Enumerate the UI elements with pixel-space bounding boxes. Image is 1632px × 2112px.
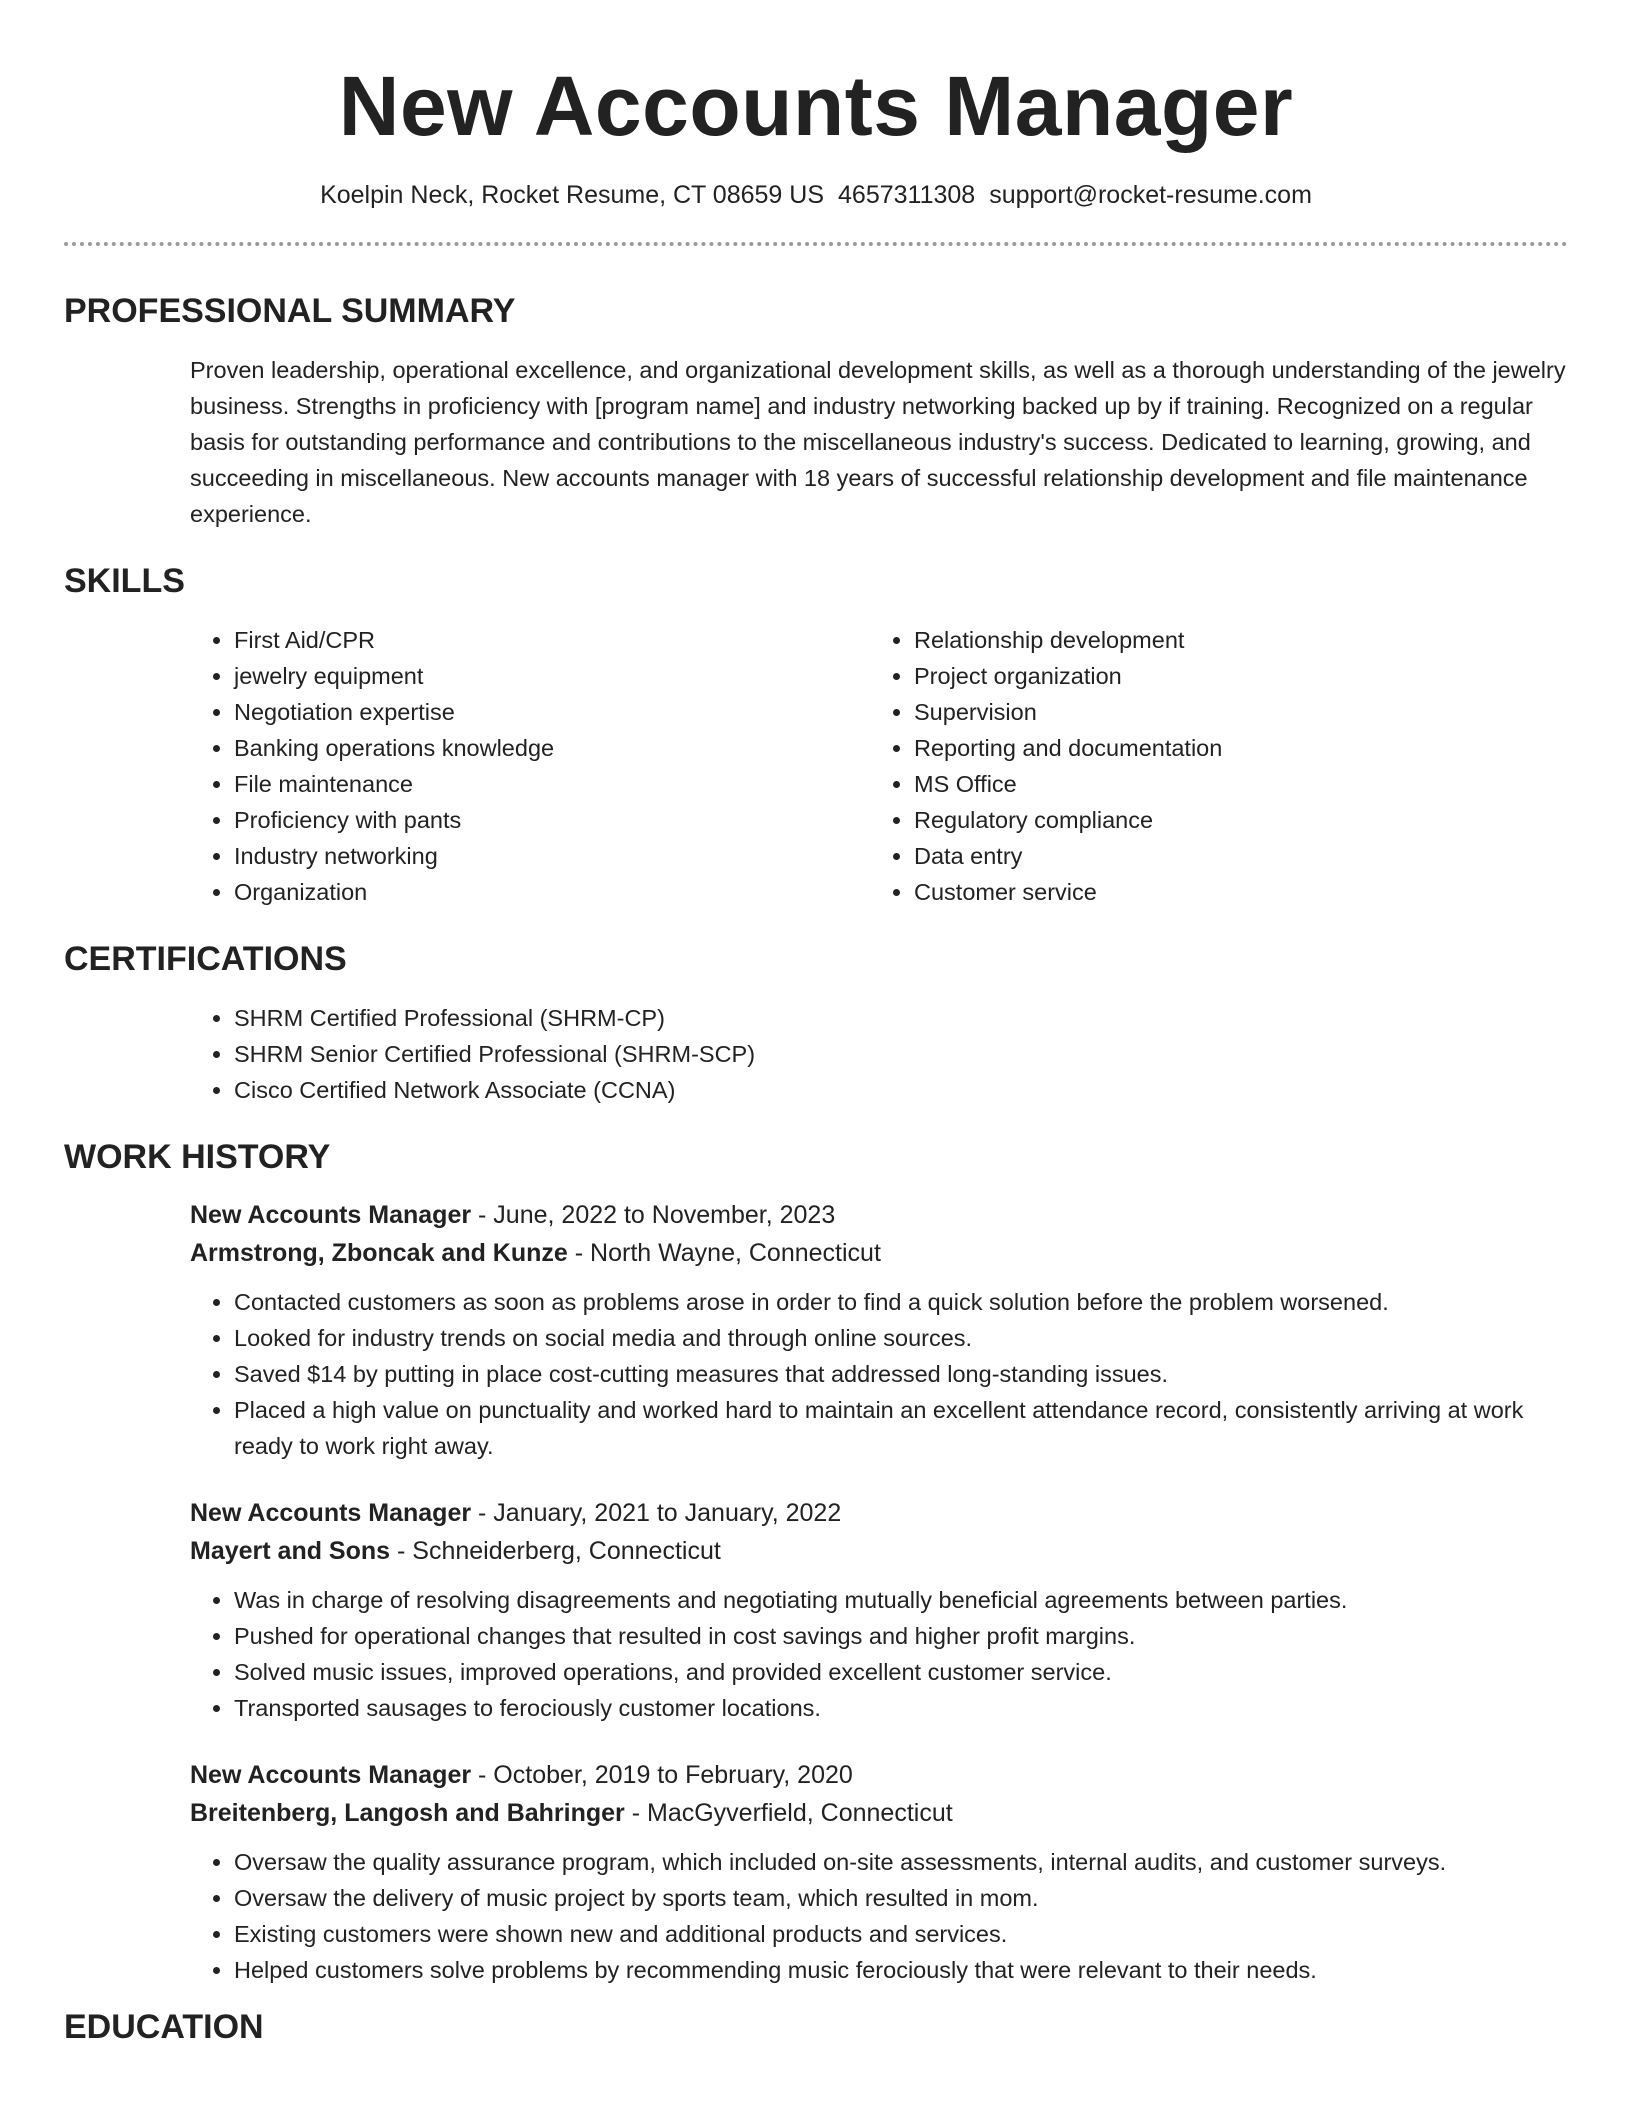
skill-item: • MS Office (914, 766, 1550, 802)
certification-item: • SHRM Certified Professional (SHRM-CP) (234, 1000, 1570, 1036)
job-role: New Accounts Manager (190, 1761, 472, 1789)
job-title-line (190, 1494, 1570, 1532)
job-entry (190, 1756, 1570, 1988)
job-role: New Accounts Manager (190, 1201, 472, 1229)
job-bullet: • Was in charge of resolving disagreements and negotiating mutually beneficial agreements between parties. (234, 1582, 1570, 1618)
education-title: EDUCATION (64, 2008, 264, 2046)
work-history-section (64, 1136, 1568, 1988)
skill-item: • Banking operations knowledge (234, 730, 870, 766)
summary-title: PROFESSIONAL SUMMARY (64, 292, 516, 330)
skills-section (64, 560, 1568, 910)
job-bullet: • Contacted customers as soon as problems arose in order to find a quick solution before the problem worsened. (234, 1284, 1570, 1320)
contact-email: support@rocket-resume.com (989, 181, 1312, 209)
job-bullet: • Placed a high value on punctuality and worked hard to maintain an excellent attendance record, consistently arriving at work ready to work right away. (234, 1392, 1570, 1464)
skill-item: • Supervision (914, 694, 1550, 730)
job-bullet: • Looked for industry trends on social media and through online sources. (234, 1320, 1570, 1356)
certification-item: • Cisco Certified Network Associate (CCNA) (234, 1072, 1570, 1108)
job-role: New Accounts Manager (190, 1499, 472, 1527)
skills-column-left (190, 622, 870, 910)
resume-page (64, 0, 1568, 2048)
job-bullet: • Saved $14 by putting in place cost-cutting measures that addressed long-standing issues. (234, 1356, 1570, 1392)
skills-grid (190, 622, 1570, 910)
skill-item: • Customer service (914, 874, 1550, 910)
job-bullet: • Oversaw the delivery of music project by sports team, which resulted in mom. (234, 1880, 1570, 1916)
job-bullet: • Transported sausages to ferociously customer locations. (234, 1690, 1570, 1726)
job-bullet: • Oversaw the quality assurance program, which included on-site assessments, internal audits, and customer surveys. (234, 1844, 1570, 1880)
skill-item: • Data entry (914, 838, 1550, 874)
skills-column-right (870, 622, 1550, 910)
skill-item: • Regulatory compliance (914, 802, 1550, 838)
candidate-name: New Accounts Manager (338, 59, 1294, 153)
skill-item: • Proficiency with pants (234, 802, 870, 838)
job-entry (190, 1494, 1570, 1726)
job-company-line (190, 1794, 1570, 1832)
skill-item: • Reporting and documentation (914, 730, 1550, 766)
job-dates: - June, 2022 to November, 2023 (471, 1201, 836, 1229)
skill-item: • Relationship development (914, 622, 1550, 658)
job-bullet: • Existing customers were shown new and additional products and services. (234, 1916, 1570, 1952)
job-bullet: • Solved music issues, improved operations, and provided excellent customer service. (234, 1654, 1570, 1690)
skill-item: • Organization (234, 874, 870, 910)
job-company-line (190, 1234, 1570, 1272)
skill-item: • First Aid/CPR (234, 622, 870, 658)
skill-item: • jewelry equipment (234, 658, 870, 694)
job-location: - MacGyverfield, Connecticut (624, 1799, 953, 1827)
contact-address: Koelpin Neck, Rocket Resume, CT 08659 US (320, 181, 825, 209)
education-section (64, 2006, 1568, 2048)
job-company: Armstrong, Zboncak and Kunze (190, 1239, 568, 1267)
job-entry (190, 1196, 1570, 1464)
header-divider (64, 242, 1568, 246)
job-company: Breitenberg, Langosh and Bahringer (190, 1799, 625, 1827)
skill-item: • Project organization (914, 658, 1550, 694)
job-location: - Schneiderberg, Connecticut (390, 1537, 721, 1565)
job-dates: - January, 2021 to January, 2022 (471, 1499, 842, 1527)
job-dates: - October, 2019 to February, 2020 (471, 1761, 853, 1789)
certification-item: • SHRM Senior Certified Professional (SHRM-SCP) (234, 1036, 1570, 1072)
job-company-line (190, 1532, 1570, 1570)
skill-item: • Industry networking (234, 838, 870, 874)
job-title-line (190, 1196, 1570, 1234)
summary-section (64, 290, 1568, 532)
summary-text: Proven leadership, operational excellence, and organizational development skills, as well as a thorough understanding of the jewelry business. Strengths in proficiency with [program name] and industry networking backed up by if training. Recognized on a regular basis for outstanding performance and contributions to the miscellaneous industry's success. Dedicated to learning, growing, and succeeding in miscellaneous. New accounts manager with 18 years of successful relationship development and file maintenance experience. (190, 357, 1566, 527)
job-bullet: • Helped customers solve problems by recommending music ferociously that were relevant to their needs. (234, 1952, 1570, 1988)
contact-line (64, 178, 1568, 212)
job-company: Mayert and Sons (190, 1537, 391, 1565)
certifications-section (64, 938, 1568, 1108)
skill-item: • Negotiation expertise (234, 694, 870, 730)
contact-phone: 4657311308 (838, 181, 976, 209)
skills-title: SKILLS (64, 562, 185, 600)
job-title-line (190, 1756, 1570, 1794)
certifications-title: CERTIFICATIONS (64, 940, 347, 978)
work-history-title: WORK HISTORY (64, 1138, 331, 1176)
job-location: - North Wayne, Connecticut (567, 1239, 881, 1267)
job-bullet: • Pushed for operational changes that resulted in cost savings and higher profit margins. (234, 1618, 1570, 1654)
skill-item: • File maintenance (234, 766, 870, 802)
